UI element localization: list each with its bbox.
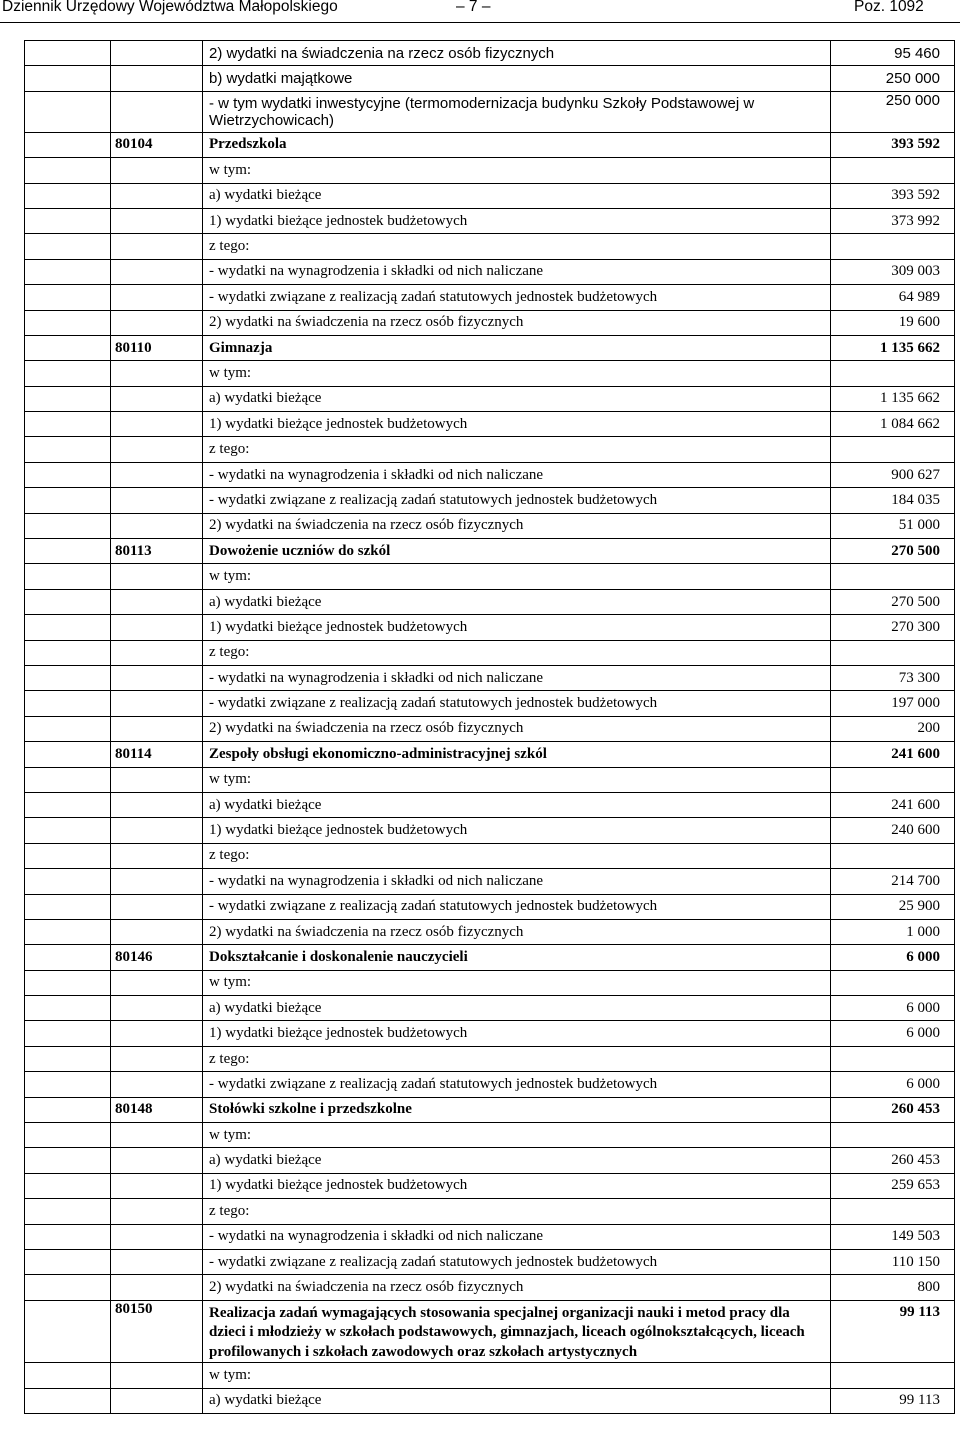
item-description: w tym: [203, 1123, 831, 1148]
item-description: w tym: [203, 767, 831, 792]
item-amount: 1 135 662 [831, 335, 955, 360]
margin-cell [25, 716, 111, 741]
table-row [25, 310, 955, 335]
item-description: - wydatki na wynagrodzenia i składki od nich naliczane [203, 869, 831, 894]
table-row [25, 158, 955, 183]
table-row [25, 183, 955, 208]
section-row [25, 1097, 955, 1122]
chapter-code [111, 894, 203, 919]
margin-cell [25, 1046, 111, 1071]
chapter-code: 80146 [111, 945, 203, 970]
item-description: w tym: [203, 361, 831, 386]
table-row [25, 208, 955, 233]
item-amount: 800 [831, 1275, 955, 1300]
chapter-code: 80104 [111, 132, 203, 157]
chapter-code [111, 1046, 203, 1071]
table-row [25, 716, 955, 741]
item-amount: 270 500 [831, 589, 955, 614]
item-amount: 259 653 [831, 1173, 955, 1198]
item-amount [831, 564, 955, 589]
item-description: a) wydatki bieżące [203, 1148, 831, 1173]
item-amount: 95 460 [831, 41, 955, 66]
margin-cell [25, 539, 111, 564]
margin-cell [25, 183, 111, 208]
item-description: Przedszkola [203, 132, 831, 157]
margin-cell [25, 665, 111, 690]
section-row [25, 742, 955, 767]
margin-cell [25, 691, 111, 716]
chapter-code [111, 1021, 203, 1046]
item-description: z tego: [203, 437, 831, 462]
margin-cell [25, 818, 111, 843]
section-row [25, 539, 955, 564]
chapter-code [111, 285, 203, 310]
item-amount: 200 [831, 716, 955, 741]
item-description: Dowożenie uczniów do szkól [203, 539, 831, 564]
chapter-code [111, 843, 203, 868]
chapter-code [111, 1173, 203, 1198]
chapter-code [111, 792, 203, 817]
margin-cell [25, 564, 111, 589]
item-description: a) wydatki bieżące [203, 792, 831, 817]
item-description: a) wydatki bieżące [203, 589, 831, 614]
item-amount: 99 113 [831, 1388, 955, 1413]
section-row [25, 132, 955, 157]
table-row [25, 970, 955, 995]
margin-cell [25, 1249, 111, 1274]
chapter-code [111, 818, 203, 843]
item-description: Stołówki szkolne i przedszkolne [203, 1097, 831, 1122]
table-row [25, 1072, 955, 1097]
margin-cell [25, 869, 111, 894]
item-description: 1) wydatki bieżące jednostek budżetowych [203, 412, 831, 437]
section-row [25, 945, 955, 970]
table-row [25, 869, 955, 894]
margin-cell [25, 1199, 111, 1224]
item-description: 1) wydatki bieżące jednostek budżetowych [203, 1173, 831, 1198]
item-amount: 250 000 [831, 91, 955, 132]
table-row [25, 488, 955, 513]
margin-cell [25, 91, 111, 132]
item-description: 2) wydatki na świadczenia na rzecz osób fizycznych [203, 919, 831, 944]
chapter-code [111, 91, 203, 132]
item-description: b) wydatki majątkowe [203, 66, 831, 91]
item-amount [831, 843, 955, 868]
table-row [25, 1249, 955, 1274]
chapter-code: 80110 [111, 335, 203, 360]
table-row [25, 691, 955, 716]
margin-cell [25, 208, 111, 233]
item-description: 2) wydatki na świadczenia na rzecz osób fizycznych [203, 716, 831, 741]
table-row [25, 1275, 955, 1300]
chapter-code [111, 41, 203, 66]
margin-cell [25, 1388, 111, 1413]
item-amount [831, 1363, 955, 1388]
margin-cell [25, 132, 111, 157]
chapter-code [111, 691, 203, 716]
item-amount [831, 234, 955, 259]
section-row [25, 335, 955, 360]
table-row [25, 640, 955, 665]
table-row [25, 234, 955, 259]
budget-table-body [25, 41, 955, 1414]
margin-cell [25, 488, 111, 513]
item-description: Zespoły obsługi ekonomiczno-administracyjnej szkól [203, 742, 831, 767]
chapter-code [111, 1388, 203, 1413]
margin-cell [25, 412, 111, 437]
chapter-code [111, 310, 203, 335]
table-row [25, 1021, 955, 1046]
item-amount: 73 300 [831, 665, 955, 690]
item-amount: 1 084 662 [831, 412, 955, 437]
margin-cell [25, 310, 111, 335]
margin-cell [25, 1097, 111, 1122]
chapter-code [111, 919, 203, 944]
table-row [25, 1123, 955, 1148]
table-row [25, 1046, 955, 1071]
table-row [25, 996, 955, 1021]
table-row [25, 412, 955, 437]
item-amount: 373 992 [831, 208, 955, 233]
margin-cell [25, 462, 111, 487]
journal-title: Dziennik Urzędowy Województwa Małopolskiego [2, 0, 338, 15]
table-row [25, 1199, 955, 1224]
item-description: - wydatki na wynagrodzenia i składki od nich naliczane [203, 462, 831, 487]
margin-cell [25, 843, 111, 868]
margin-cell [25, 996, 111, 1021]
item-amount: 51 000 [831, 513, 955, 538]
item-amount [831, 361, 955, 386]
table-row [25, 589, 955, 614]
chapter-code [111, 869, 203, 894]
item-amount [831, 1199, 955, 1224]
table-row [25, 1148, 955, 1173]
margin-cell [25, 285, 111, 310]
table-row [25, 919, 955, 944]
table-row [25, 285, 955, 310]
chapter-code [111, 1224, 203, 1249]
item-description: z tego: [203, 640, 831, 665]
item-description: - wydatki na wynagrodzenia i składki od nich naliczane [203, 665, 831, 690]
item-description: Realizacja zadań wymagających stosowania specjalnej organizacji nauki i metod pracy dla dzieci i młodzieży w szkołach podstawowych, gimnazjach, liceach ogólnokształcących, liceach profilowanych i szkołach zawodowych oraz szkołach artystycznych [203, 1300, 831, 1363]
margin-cell [25, 742, 111, 767]
item-description: - wydatki związane z realizacją zadań statutowych jednostek budżetowych [203, 691, 831, 716]
chapter-code [111, 665, 203, 690]
item-description: a) wydatki bieżące [203, 1388, 831, 1413]
chapter-code [111, 970, 203, 995]
chapter-code [111, 208, 203, 233]
margin-cell [25, 158, 111, 183]
table-row [25, 843, 955, 868]
table-row [25, 615, 955, 640]
margin-cell [25, 234, 111, 259]
margin-cell [25, 894, 111, 919]
item-description: 2) wydatki na świadczenia na rzecz osób fizycznych [203, 310, 831, 335]
header-rule [0, 22, 960, 23]
item-description: - wydatki związane z realizacją zadań statutowych jednostek budżetowych [203, 285, 831, 310]
item-amount: 900 627 [831, 462, 955, 487]
item-amount: 309 003 [831, 259, 955, 284]
chapter-code [111, 158, 203, 183]
item-amount: 110 150 [831, 1249, 955, 1274]
item-description: a) wydatki bieżące [203, 996, 831, 1021]
chapter-code [111, 513, 203, 538]
item-description: a) wydatki bieżące [203, 183, 831, 208]
item-amount: 6 000 [831, 1072, 955, 1097]
chapter-code [111, 183, 203, 208]
margin-cell [25, 66, 111, 91]
margin-cell [25, 335, 111, 360]
item-amount: 214 700 [831, 869, 955, 894]
item-description: z tego: [203, 1046, 831, 1071]
chapter-code [111, 1123, 203, 1148]
chapter-code [111, 1275, 203, 1300]
section-row [25, 1300, 955, 1363]
budget-table [24, 40, 955, 1414]
margin-cell [25, 1224, 111, 1249]
chapter-code [111, 412, 203, 437]
item-amount: 64 989 [831, 285, 955, 310]
table-row [25, 91, 955, 132]
chapter-code [111, 996, 203, 1021]
chapter-code [111, 259, 203, 284]
item-amount: 250 000 [831, 66, 955, 91]
chapter-code [111, 437, 203, 462]
chapter-code [111, 462, 203, 487]
chapter-code [111, 1363, 203, 1388]
margin-cell [25, 361, 111, 386]
item-amount: 19 600 [831, 310, 955, 335]
item-description: - w tym wydatki inwestycyjne (termomodernizacja budynku Szkoły Podstawowej w Wietrzychowicach) [203, 91, 831, 132]
margin-cell [25, 1275, 111, 1300]
margin-cell [25, 615, 111, 640]
item-amount: 197 000 [831, 691, 955, 716]
item-description: - wydatki związane z realizacją zadań statutowych jednostek budżetowych [203, 1249, 831, 1274]
page-header [0, 0, 960, 22]
chapter-code: 80114 [111, 742, 203, 767]
table-row [25, 66, 955, 91]
margin-cell [25, 589, 111, 614]
item-amount: 25 900 [831, 894, 955, 919]
item-amount: 149 503 [831, 1224, 955, 1249]
chapter-code: 80113 [111, 539, 203, 564]
chapter-code [111, 386, 203, 411]
chapter-code: 80148 [111, 1097, 203, 1122]
margin-cell [25, 386, 111, 411]
item-description: z tego: [203, 234, 831, 259]
item-amount [831, 158, 955, 183]
item-amount [831, 1123, 955, 1148]
margin-cell [25, 970, 111, 995]
item-amount [831, 437, 955, 462]
item-description: 1) wydatki bieżące jednostek budżetowych [203, 615, 831, 640]
table-row [25, 767, 955, 792]
item-description: z tego: [203, 1199, 831, 1224]
chapter-code [111, 564, 203, 589]
item-description: - wydatki związane z realizacją zadań statutowych jednostek budżetowych [203, 894, 831, 919]
item-description: 1) wydatki bieżące jednostek budżetowych [203, 1021, 831, 1046]
chapter-code [111, 361, 203, 386]
item-description: w tym: [203, 158, 831, 183]
item-amount: 260 453 [831, 1148, 955, 1173]
table-row [25, 41, 955, 66]
chapter-code [111, 66, 203, 91]
table-row [25, 665, 955, 690]
chapter-code [111, 1249, 203, 1274]
chapter-code [111, 1148, 203, 1173]
item-amount: 6 000 [831, 1021, 955, 1046]
item-amount: 241 600 [831, 742, 955, 767]
margin-cell [25, 767, 111, 792]
item-amount [831, 1046, 955, 1071]
margin-cell [25, 1021, 111, 1046]
table-row [25, 437, 955, 462]
table-row [25, 1224, 955, 1249]
item-amount: 240 600 [831, 818, 955, 843]
item-amount [831, 767, 955, 792]
chapter-code [111, 716, 203, 741]
item-description: 1) wydatki bieżące jednostek budżetowych [203, 208, 831, 233]
table-row [25, 1363, 955, 1388]
item-description: 2) wydatki na świadczenia na rzecz osób fizycznych [203, 513, 831, 538]
margin-cell [25, 41, 111, 66]
margin-cell [25, 1123, 111, 1148]
table-row [25, 513, 955, 538]
item-description: Gimnazja [203, 335, 831, 360]
table-row [25, 386, 955, 411]
chapter-code [111, 234, 203, 259]
item-description: w tym: [203, 970, 831, 995]
chapter-code [111, 615, 203, 640]
item-amount: 270 300 [831, 615, 955, 640]
item-amount: 393 592 [831, 132, 955, 157]
table-row [25, 361, 955, 386]
margin-cell [25, 437, 111, 462]
table-row [25, 462, 955, 487]
item-amount [831, 970, 955, 995]
position-number: Poz. 1092 [854, 0, 924, 15]
item-amount: 184 035 [831, 488, 955, 513]
margin-cell [25, 513, 111, 538]
table-row [25, 564, 955, 589]
item-description: - wydatki związane z realizacją zadań statutowych jednostek budżetowych [203, 488, 831, 513]
chapter-code [111, 1072, 203, 1097]
item-amount: 260 453 [831, 1097, 955, 1122]
item-amount [831, 640, 955, 665]
margin-cell [25, 1173, 111, 1198]
margin-cell [25, 1148, 111, 1173]
item-amount: 99 113 [831, 1300, 955, 1363]
item-description: - wydatki związane z realizacją zadań statutowych jednostek budżetowych [203, 1072, 831, 1097]
table-row [25, 894, 955, 919]
item-description: 2) wydatki na świadczenia na rzecz osób fizycznych [203, 41, 831, 66]
item-description: - wydatki na wynagrodzenia i składki od nich naliczane [203, 259, 831, 284]
margin-cell [25, 919, 111, 944]
item-amount: 1 000 [831, 919, 955, 944]
margin-cell [25, 640, 111, 665]
item-amount: 393 592 [831, 183, 955, 208]
chapter-code [111, 488, 203, 513]
item-description: w tym: [203, 1363, 831, 1388]
chapter-code [111, 640, 203, 665]
item-amount: 270 500 [831, 539, 955, 564]
table-row [25, 1173, 955, 1198]
item-amount: 241 600 [831, 792, 955, 817]
margin-cell [25, 1072, 111, 1097]
margin-cell [25, 1300, 111, 1363]
margin-cell [25, 1363, 111, 1388]
table-row [25, 259, 955, 284]
item-description: a) wydatki bieżące [203, 386, 831, 411]
margin-cell [25, 792, 111, 817]
item-description: - wydatki na wynagrodzenia i składki od nich naliczane [203, 1224, 831, 1249]
item-description: w tym: [203, 564, 831, 589]
margin-cell [25, 945, 111, 970]
table-row [25, 818, 955, 843]
item-description: 1) wydatki bieżące jednostek budżetowych [203, 818, 831, 843]
table-row [25, 792, 955, 817]
margin-cell [25, 259, 111, 284]
chapter-code [111, 589, 203, 614]
item-description: z tego: [203, 843, 831, 868]
chapter-code: 80150 [111, 1300, 203, 1363]
chapter-code [111, 1199, 203, 1224]
page-number: – 7 – [456, 0, 491, 15]
item-description: Dokształcanie i doskonalenie nauczycieli [203, 945, 831, 970]
table-row [25, 1388, 955, 1413]
item-amount: 6 000 [831, 996, 955, 1021]
item-amount: 6 000 [831, 945, 955, 970]
item-description: 2) wydatki na świadczenia na rzecz osób fizycznych [203, 1275, 831, 1300]
chapter-code [111, 767, 203, 792]
item-amount: 1 135 662 [831, 386, 955, 411]
